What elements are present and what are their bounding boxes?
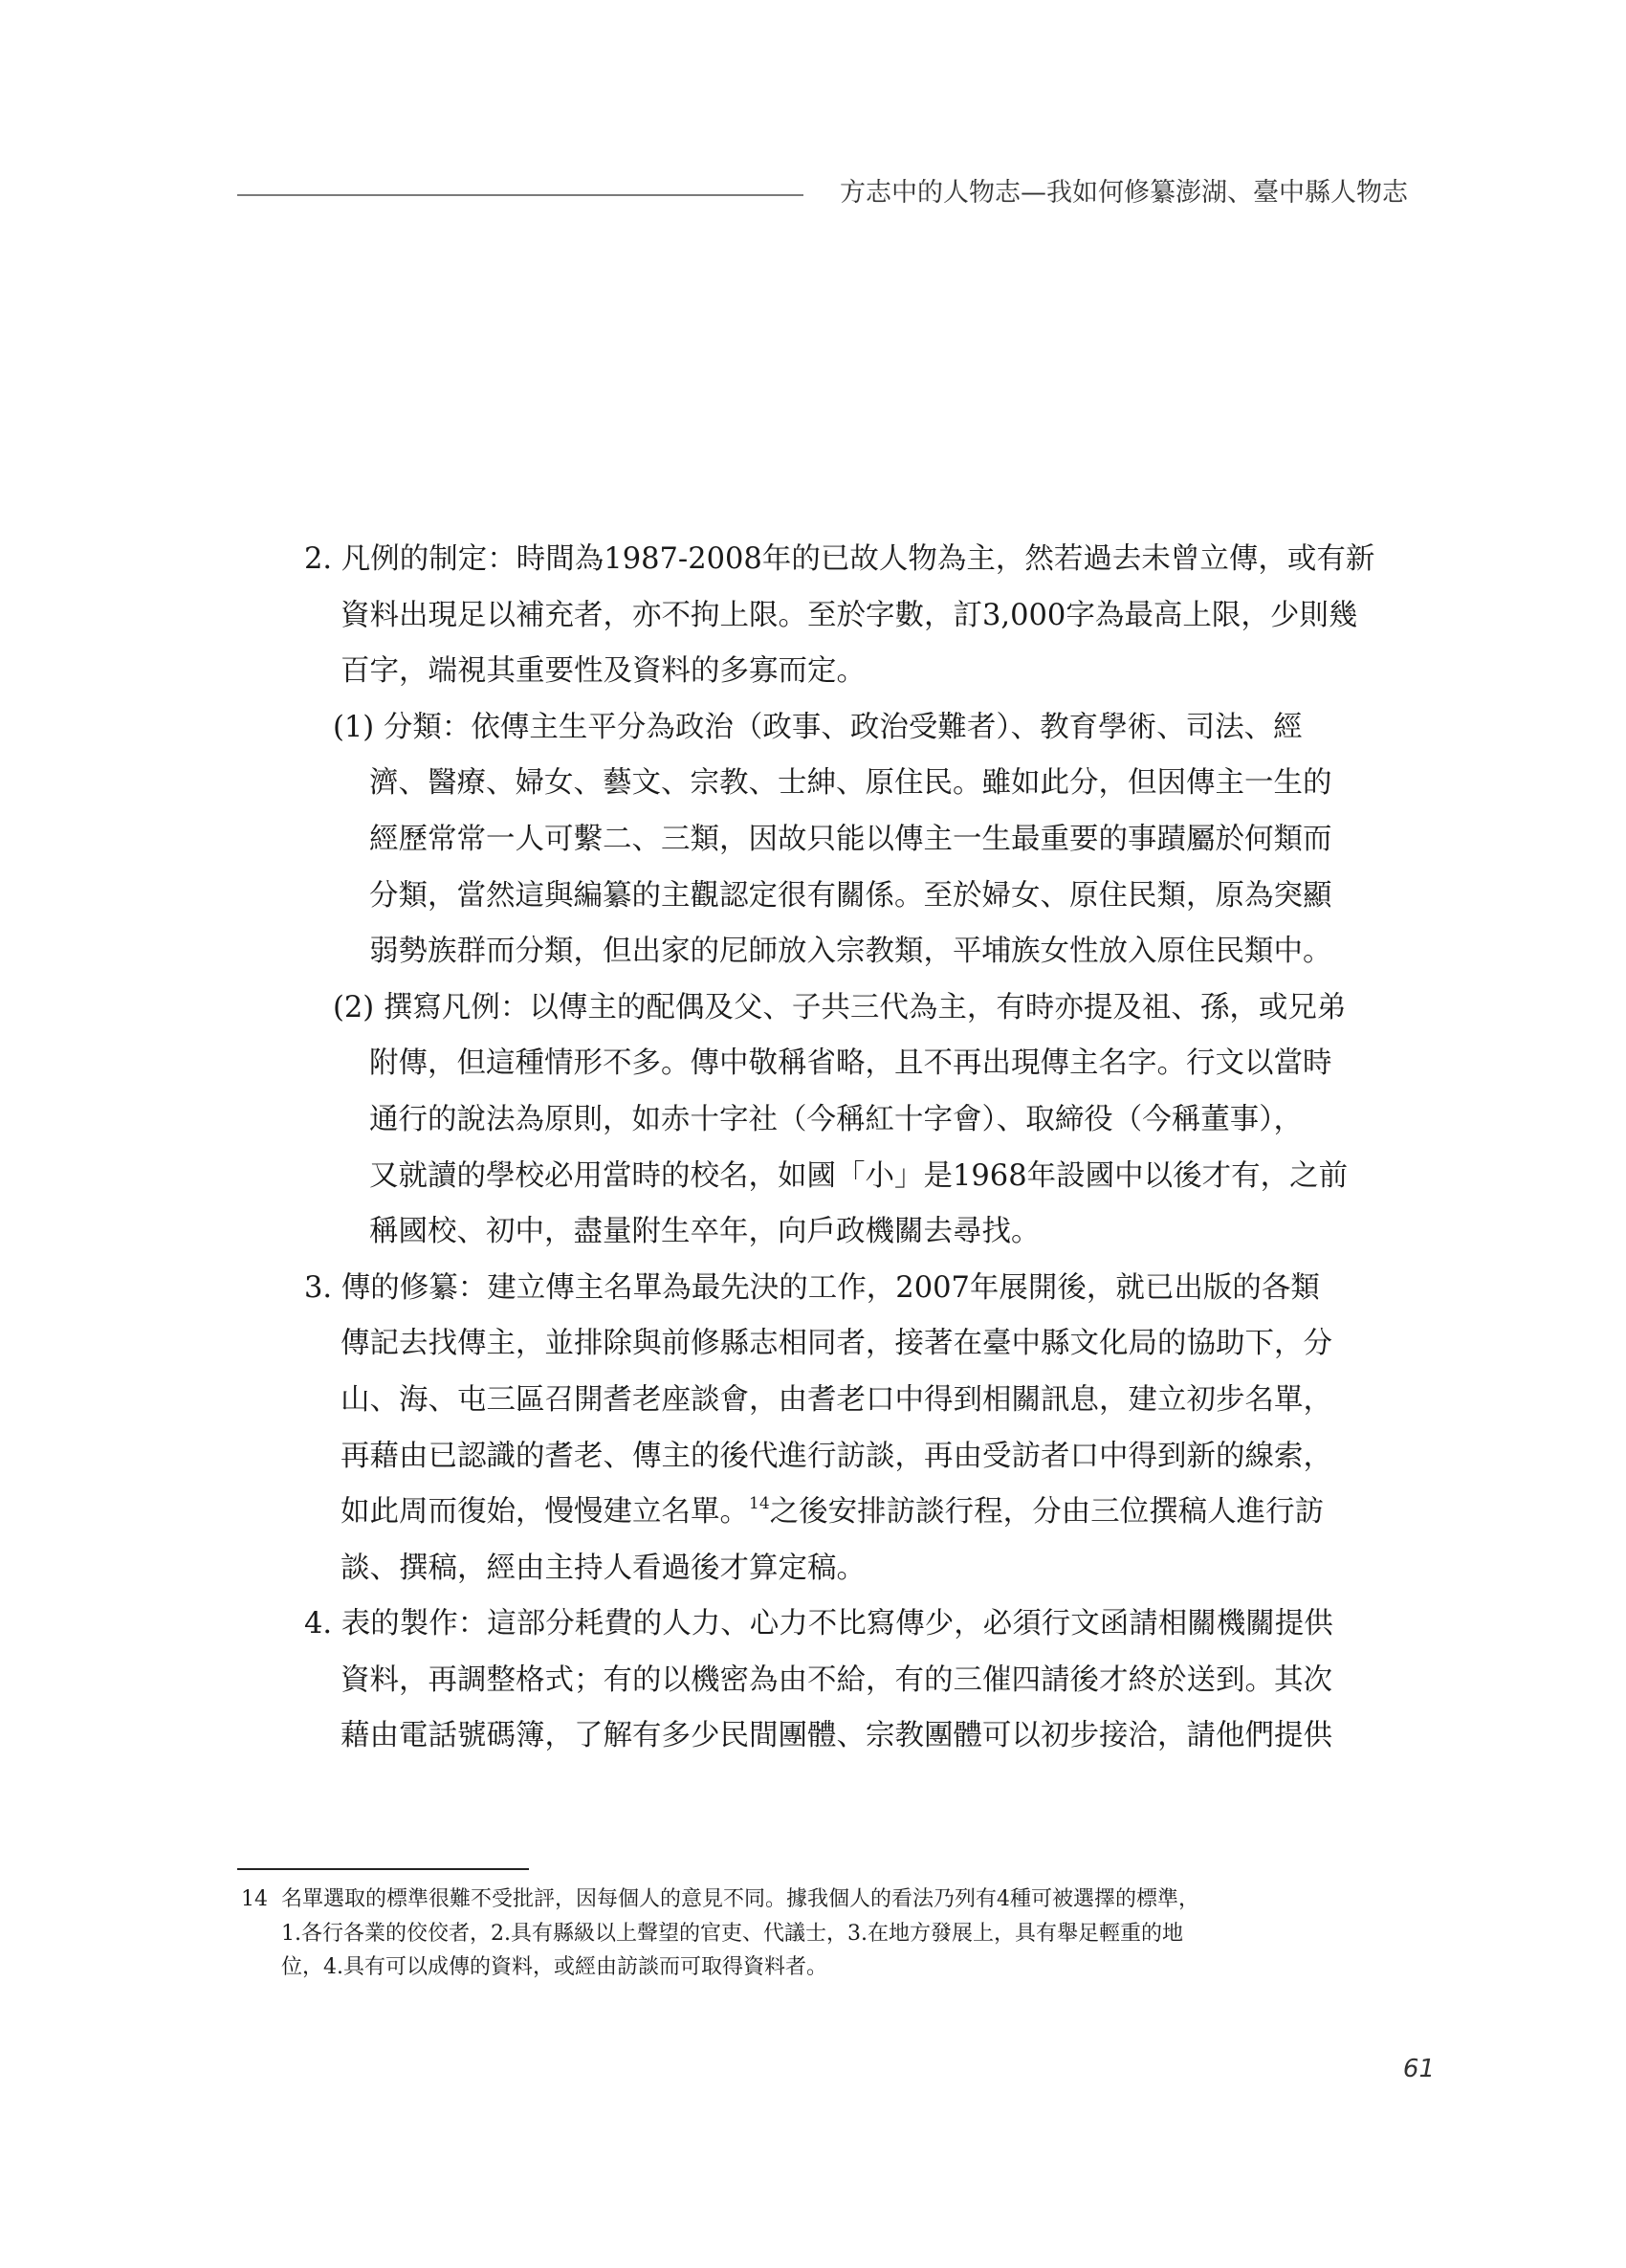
text-line: 3. 傳的修纂：建立傳主名單為最先決的工作，2007年展開後，就已出版的各類 [304, 1270, 1320, 1305]
text-line: 藉由電話號碼簿，了解有多少民間團體、宗教團體可以初步接洽，請他們提供 [341, 1719, 1332, 1753]
text-line: (1) 分類：依傳主生平分為政治（政事、政治受難者）、教育學術、司法、經 [333, 710, 1303, 744]
text-line: 經歷常常一人可繫二、三類，因故只能以傳主一生最重要的事蹟屬於何類而 [369, 822, 1332, 856]
footnote-text: 名單選取的標準很難不受批評，因每個人的意見不同。據我個人的看法乃列有4種可被選擇的標準， [281, 1887, 1200, 1911]
running-header: 方志中的人物志—我如何修纂澎湖、臺中縣人物志 [840, 178, 1408, 208]
text-line: 通行的說法為原則，如赤十字社（今稱紅十字會）、取締役（今稱董事）， [369, 1102, 1303, 1136]
page-number: 61 [1402, 2055, 1435, 2083]
footnote-line: 位，4.具有可以成傳的資料，或經由訪談而可取得資料者。 [281, 1955, 827, 1979]
text-line: 4. 表的製作：這部分耗費的人力、心力不比寫傳少，必須行文函請相關機關提供 [304, 1607, 1333, 1641]
footnote-line [241, 1883, 1423, 1917]
text-line: 傳記去找傳主，並排除與前修縣志相同者，接著在臺中縣文化局的協助下，分 [341, 1327, 1332, 1361]
text-line: 又就讀的學校必用當時的校名，如國「小」是1968年設國中以後才有，之前 [369, 1158, 1349, 1193]
text-line: 資料，再調整格式；有的以機密為由不給，有的三催四請後才終於送到。其次 [341, 1662, 1332, 1697]
item-4-paragraph [304, 1596, 1417, 1765]
text-line: 附傳，但這種情形不多。傳中敬稱省略，且不再出現傳主名字。行文以當時 [369, 1046, 1332, 1081]
text-segment: 之後安排訪談行程，分由三位撰稿人進行訪 [769, 1495, 1325, 1530]
text-line: 百字，端視其重要性及資料的多寡而定。 [341, 654, 866, 689]
sub-item-2-paragraph [304, 980, 1417, 1261]
text-segment: 如此周而復始，慢慢建立名單。 [341, 1495, 749, 1530]
text-line [304, 1485, 1417, 1541]
footnote [241, 1883, 1423, 1985]
sub-item-1-paragraph [304, 700, 1417, 980]
text-line: 分類，當然這與編纂的主觀認定很有關係。至於婦女、原住民類，原為突顯 [369, 878, 1332, 913]
text-line: 弱勢族群而分類，但出家的尼師放入宗教類，平埔族女性放入原住民類中。 [369, 935, 1332, 969]
text-line: 2. 凡例的制定：時間為1987-2008年的已故人物為主，然若過去未曾立傳，或有新 [304, 542, 1375, 576]
footnote-number: 14 [241, 1887, 268, 1911]
footnote-rule [237, 1868, 529, 1870]
text-line: 談、撰稿，經由主持人看過後才算定稿。 [341, 1551, 866, 1585]
item-3-paragraph [304, 1261, 1417, 1597]
text-line: 再藉由已認識的耆老、傳主的後代進行訪談，再由受訪者口中得到新的線索， [341, 1439, 1332, 1473]
footnote-reference[interactable]: 14 [749, 1494, 770, 1514]
text-line: 資料出現足以補充者，亦不拘上限。至於字數，訂3,000字為最高上限，少則幾 [341, 598, 1358, 632]
text-line: 濟、醫療、婦女、藝文、宗教、士紳、原住民。雖如此分，但因傳主一生的 [369, 766, 1332, 801]
header-rule [237, 194, 803, 196]
footnote-line: 1.各行各業的佼佼者，2.具有縣級以上聲望的官吏、代議士，3.在地方發展上，具有舉足輕重的地 [281, 1921, 1183, 1946]
text-line: 山、海、屯三區召開耆老座談會，由耆老口中得到相關訊息，建立初步名單， [341, 1382, 1332, 1417]
text-line: 稱國校、初中，盡量附生卒年，向戶政機關去尋找。 [369, 1215, 1041, 1249]
body-text [304, 532, 1417, 1765]
item-2-paragraph [304, 532, 1417, 700]
text-line: (2) 撰寫凡例：以傳主的配偶及父、子共三代為主，有時亦提及祖、孫，或兄弟 [333, 990, 1347, 1024]
